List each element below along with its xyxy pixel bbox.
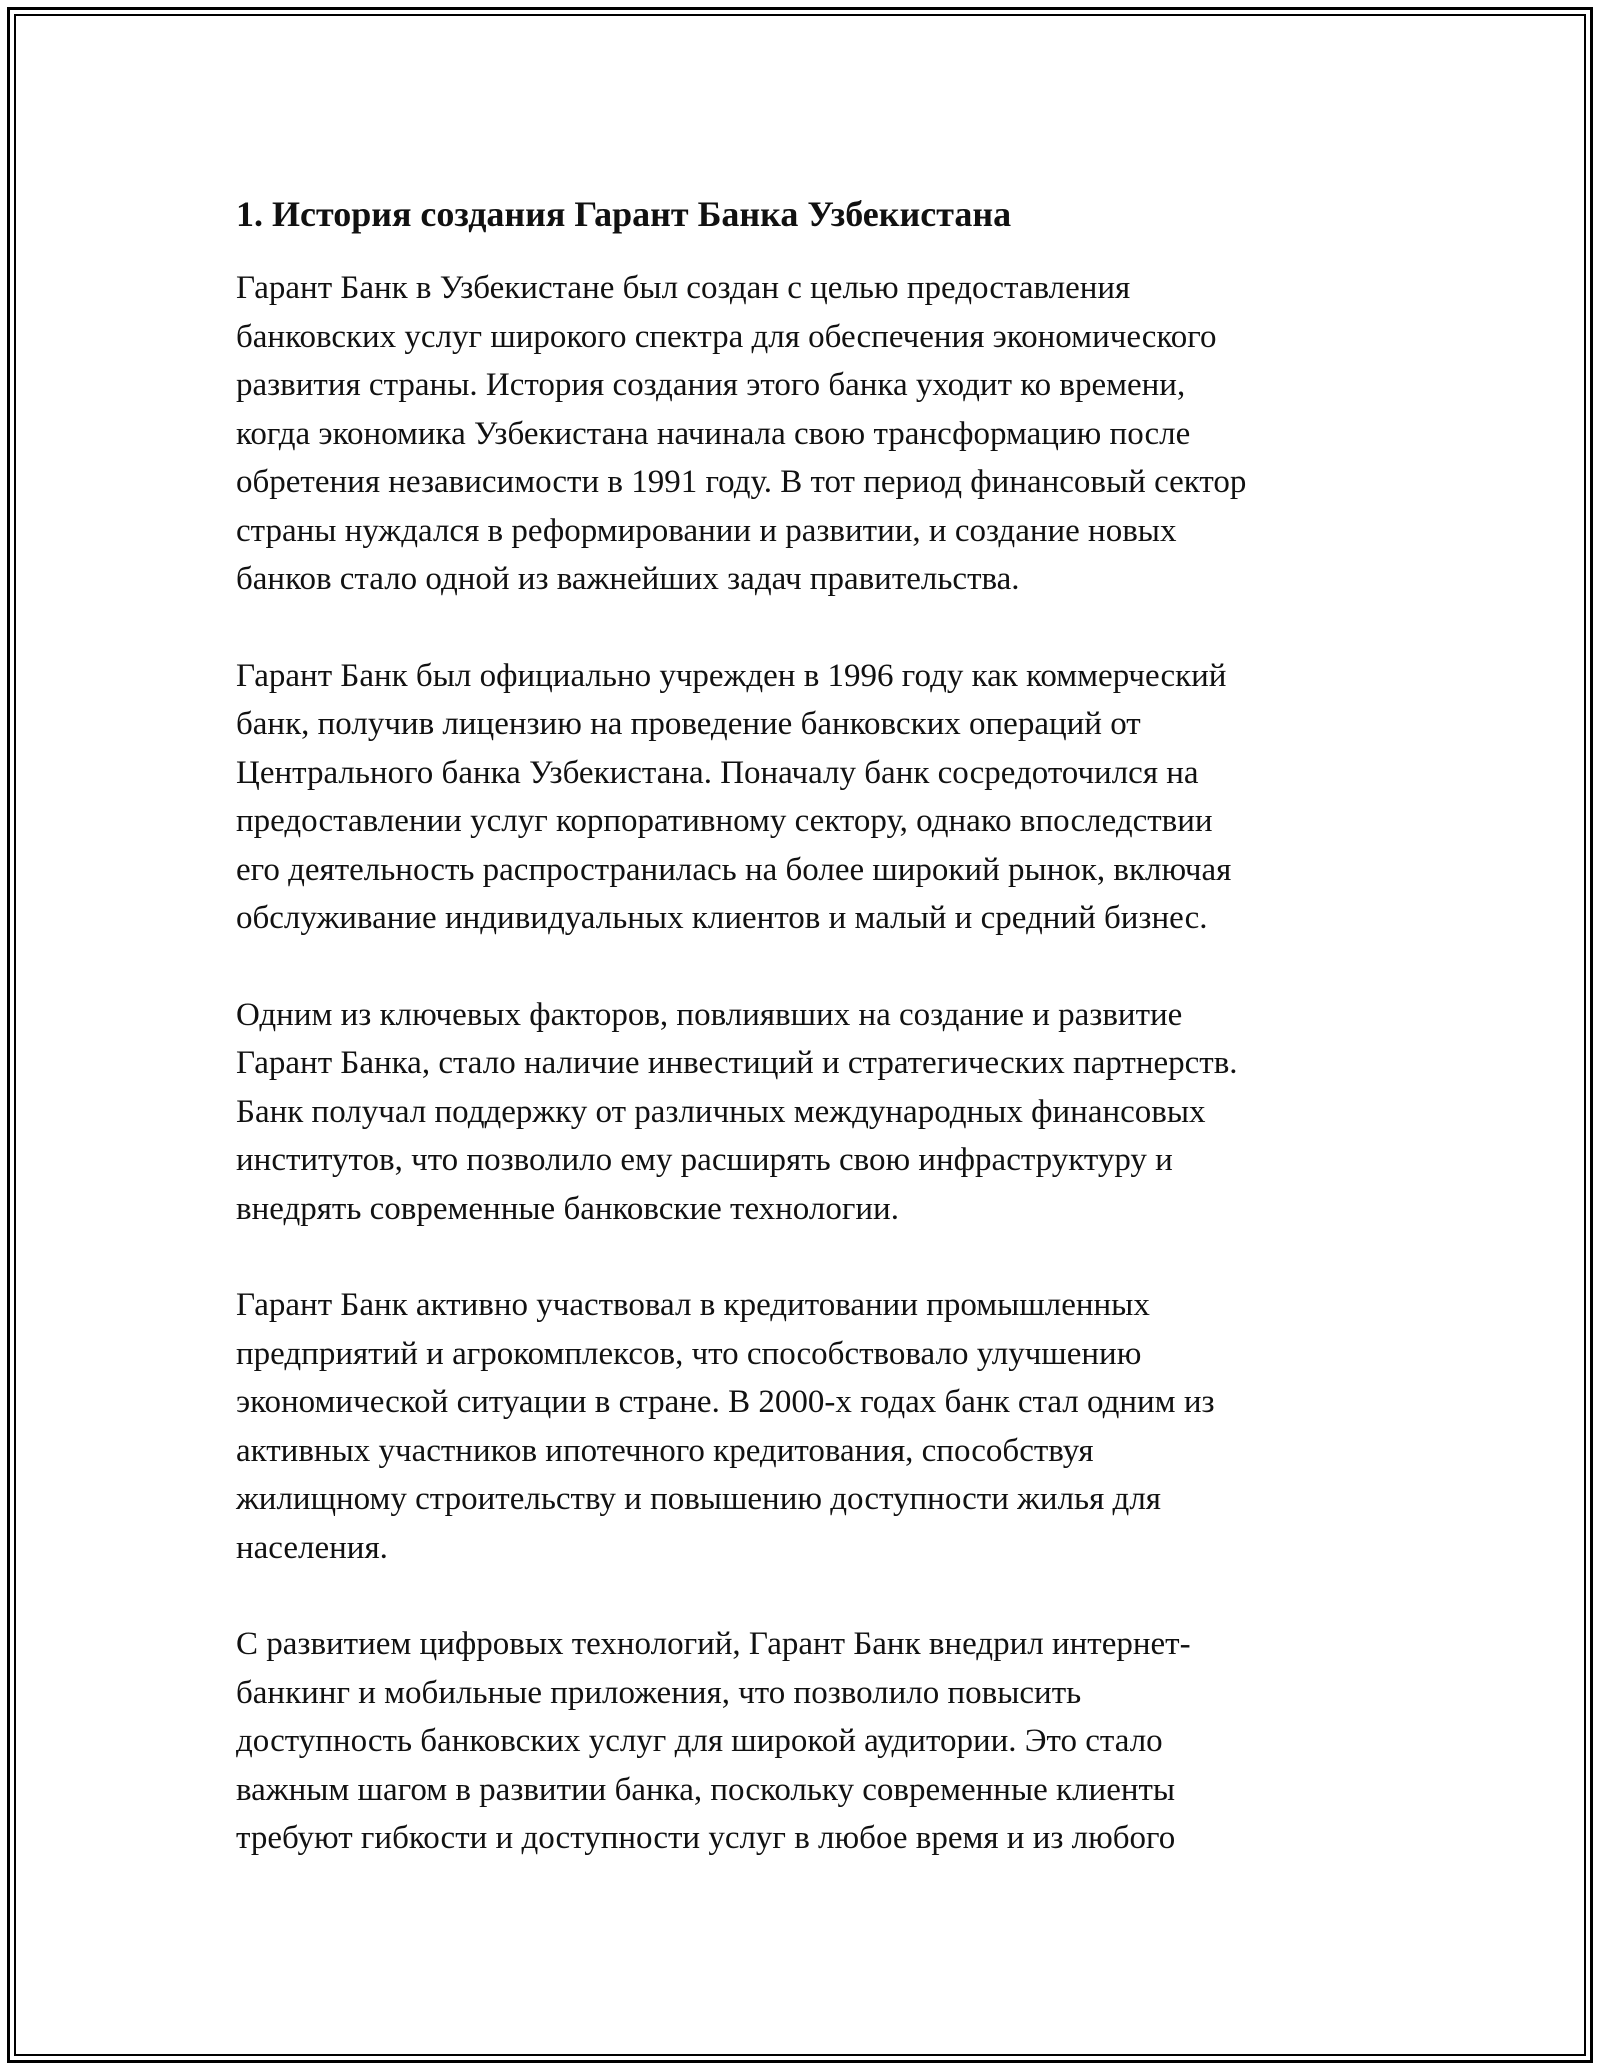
text-line: активных участников ипотечного кредитования, способствуя	[236, 1432, 1094, 1469]
text-line: банкинг и мобильные приложения, что позволило повысить	[236, 1674, 1082, 1711]
text-line: предприятий и агрокомплексов, что способствовало улучшению	[236, 1335, 1142, 1372]
text-line: Одним из ключевых факторов, повлиявших на создание и развитие	[236, 996, 1183, 1033]
document-body	[236, 186, 1396, 1911]
text-line: институтов, что позволило ему расширять свою инфраструктуру и	[236, 1142, 1173, 1178]
text-line: доступность банковских услуг для широкой аудитории. Это стало	[236, 1723, 1163, 1759]
paragraph-1	[236, 264, 1396, 604]
paragraph-4	[236, 1281, 1396, 1572]
text-line: предоставлении услуг корпоративному сектору, однако впоследствии	[236, 803, 1213, 839]
text-line: Банк получал поддержку от различных международных финансовых	[236, 1093, 1206, 1130]
text-line: Центрального банка Узбекистана. Поначалу банк сосредоточился на	[236, 754, 1199, 791]
text-line: требуют гибкости и доступности услуг в любое время и из любого	[236, 1820, 1176, 1856]
text-line: важным шагом в развитии банка, поскольку современные клиенты	[236, 1771, 1176, 1808]
text-line: Гарант Банк активно участвовал в кредитовании промышленных	[236, 1287, 1150, 1323]
text-line: Гарант Банк был официально учрежден в 1996 году как коммерческий	[236, 657, 1227, 694]
text-line: его деятельность распространилась на более широкий рынок, включая	[236, 851, 1232, 888]
text-line: развития страны. История создания этого банка уходит ко времени,	[236, 367, 1186, 403]
text-line: страны нуждался в реформировании и развитии, и создание новых	[236, 512, 1177, 549]
section-heading: 1. История создания Гарант Банка Узбекистана	[236, 194, 1012, 234]
text-line: Гарант Банк в Узбекистане был создан с целью предоставления	[236, 270, 1131, 306]
paragraph-5	[236, 1620, 1396, 1863]
text-line: банк, получив лицензию на проведение банковских операций от	[236, 706, 1141, 742]
text-line: жилищному строительству и повышению доступности жилья для	[236, 1481, 1161, 1517]
text-line: экономической ситуации в стране. В 2000-х годах банк стал одним из	[236, 1384, 1215, 1420]
text-line: внедрять современные банковские технологии.	[236, 1190, 899, 1227]
text-line: банковских услуг широкого спектра для обеспечения экономического	[236, 318, 1217, 355]
text-line: населения.	[236, 1529, 388, 1566]
paragraph-3	[236, 991, 1396, 1234]
text-line: Гарант Банка, стало наличие инвестиций и стратегических партнерств.	[236, 1045, 1238, 1081]
text-line: обслуживание индивидуальных клиентов и малый и средний бизнес.	[236, 900, 1208, 936]
paragraph-2	[236, 652, 1396, 943]
text-line: когда экономика Узбекистана начинала свою трансформацию после	[236, 415, 1191, 452]
text-line: обретения независимости в 1991 году. В тот период финансовый сектор	[236, 464, 1247, 500]
text-line: С развитием цифровых технологий, Гарант Банк внедрил интернет-	[236, 1626, 1191, 1662]
text-line: банков стало одной из важнейших задач правительства.	[236, 561, 1020, 597]
